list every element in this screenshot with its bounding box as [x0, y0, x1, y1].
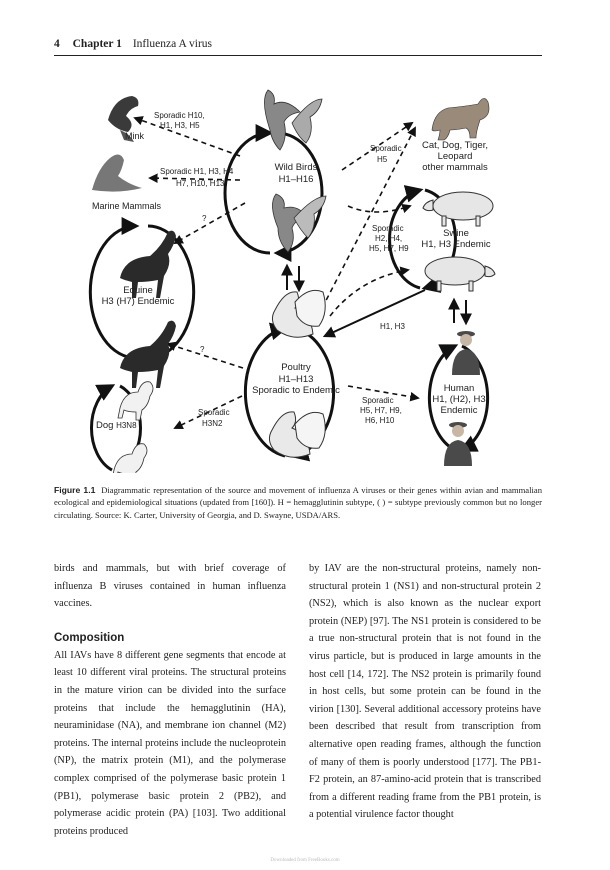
label-poultry-subtypes: H1–H13 [278, 374, 314, 385]
edge-poultry-question: ? [200, 345, 205, 354]
label-human-status: Endemic [440, 405, 478, 416]
marine-mammal-icon [92, 154, 142, 191]
arrow-to-swine [348, 206, 410, 212]
edge-swine-1: Sporadic [372, 224, 404, 233]
edge-mink-2: H1, H3, H5 [160, 121, 200, 130]
influenza-host-diagram [80, 78, 510, 473]
cat-icon [432, 98, 489, 140]
header-rule [54, 55, 542, 56]
label-wild-birds-subtypes: H1–H16 [278, 174, 314, 185]
edge-human-2: H5, H7, H9, [360, 406, 402, 415]
body-paragraph: birds and mammals, but with brief coverage of influenza B viruses contained in human influenza vaccines. [54, 563, 286, 610]
label-marine-mammals: Marine Mammals [92, 201, 162, 211]
arrow-human-to-poultry [325, 290, 425, 336]
chapter-title: Influenza A virus [132, 38, 213, 50]
label-equine: Equine [123, 285, 153, 296]
body-column-right [309, 560, 541, 824]
edge-swine-2: H2, H4, [375, 234, 403, 243]
label-wild-birds: Wild Birds [274, 162, 318, 173]
edge-mink-1: Sporadic H10, [154, 111, 205, 120]
horse-icon [120, 231, 176, 388]
label-cat-3: other mammals [422, 162, 488, 173]
edge-equine-question: ? [202, 214, 207, 223]
body-paragraph: by IAV are the non-structural proteins, namely non-structural protein 1 (NS1) and non-structural protein 2 (NS2), which is also known as the nuclear export protein (NEP) [97]. The NS1 protein is considered to be a true non-structural protein that is not found in the virus particle, but is produced in large amounts in the host cell [14, 172]. The NS2 protein is primarily found in host cells, but some protein can be found in the virion [130]. Several additional accessory proteins have been described that result from transcription from alternative open reading frames, although the function of many of them is poorly understood [177]. The PB1-F2 protein, an 87-amino-acid protein that is transcribed from a different reading frame from the PB1 protein, is a potential virulence factor thought [309, 563, 541, 821]
section-heading: Composition [54, 631, 125, 644]
label-cat-2: Leopard [437, 151, 473, 162]
label-swine: Swine [443, 228, 469, 239]
edge-dog-1: Sporadic [198, 408, 230, 417]
label-dog-subtype: H3N8 [116, 421, 137, 430]
arrow-poultry-to-swine [330, 270, 408, 316]
label-poultry: Poultry [281, 362, 311, 373]
figure-caption-text: Diagrammatic representation of the source and movement of influenza A viruses or their genes within avian and mammalian ecological and epidemiological situations (updated from [160]). H = hemagglutinin subtype, ( ) = subtype previously common but no longer circulating. Source: K. Carter, University of Georgia, and D. Swayne, USDA/ARS. [54, 485, 543, 520]
label-dog-name: Dog [96, 420, 114, 431]
wild-birds-loop [225, 133, 270, 253]
label-human-subtypes: H1, (H2), H3 [432, 394, 486, 405]
arrow-poultry-to-cat [318, 128, 415, 316]
body-paragraph: All IAVs have 8 different gene segments that encode at least 10 different viral proteins. The structural proteins in the mature virion can be divided into the surface proteins that include the hemagglutinin (HA), neuraminidase (NA), and membrane ion channel (M2) proteins. The internal proteins include the nucleoprotein (NP), the matrix protein (M1), and the polymerase complex comprised of the polymerase basic protein 1 (PB1), polymerase basic protein 2 (PB2), and polymerase acidic protein (PA) [103]. Two additional proteins produced [54, 649, 286, 837]
body-column-left [54, 560, 286, 840]
edge-cat-2: H5 [377, 155, 388, 164]
edge-marine-1: Sporadic H1, H3, H4 [160, 167, 234, 176]
label-mink: Mink [125, 131, 145, 141]
label-poultry-status: Sporadic to Endemic [252, 385, 340, 396]
label-cat-1: Cat, Dog, Tiger, [421, 140, 489, 151]
figure-label: Figure 1.1 [54, 485, 96, 495]
label-equine-subtypes: H3 (H7) Endemic [101, 296, 175, 307]
arrow-to-equine [175, 203, 245, 243]
figure-caption [54, 484, 542, 521]
edge-human-wild: H1, H3 [380, 322, 405, 331]
edge-swine-3: H5, H7, H9 [369, 244, 409, 253]
edge-marine-2: H7, H10, H13 [176, 179, 225, 188]
label-swine-subtypes: H1, H3 Endemic [421, 239, 491, 250]
arrow-poultry-to-equine [168, 344, 243, 368]
label-human: Human [443, 383, 475, 394]
edge-dog-2: H3N2 [202, 419, 223, 428]
page-number: 4 [54, 38, 60, 50]
chapter-label: Chapter 1 [72, 38, 122, 50]
edge-cat-1: Sporadic [370, 144, 402, 153]
footer-watermark: Downloaded from FreeBooks.com [270, 858, 340, 863]
edge-human-3: H6, H10 [365, 416, 395, 425]
running-header [54, 38, 542, 50]
edge-human-1: Sporadic [362, 396, 394, 405]
label-dog [96, 420, 137, 431]
